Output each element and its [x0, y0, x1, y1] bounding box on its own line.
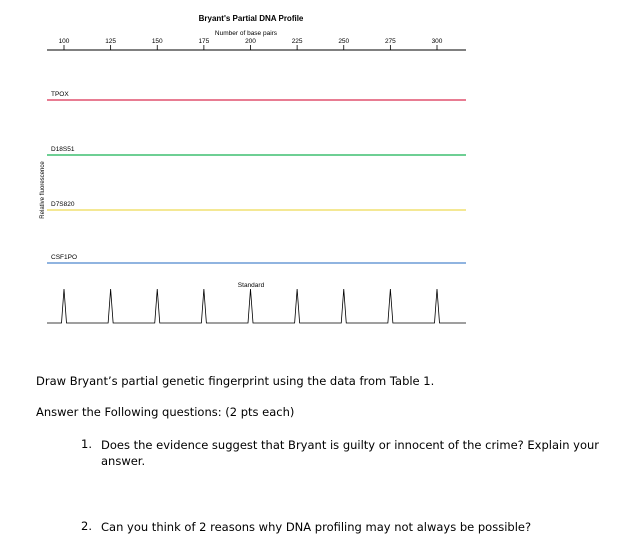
x-tick-label: 100 [58, 38, 70, 45]
question-1-text: Does the evidence suggest that Bryant is guilty or innocent of the crime? Explain your [101, 438, 600, 452]
question-1-number: 1. [81, 437, 92, 451]
x-tick-label: 150 [151, 38, 163, 45]
figure-title: Bryant's Partial DNA Profile [198, 14, 304, 23]
x-tick-label: 300 [431, 38, 443, 45]
standard-label: Standard [237, 282, 265, 289]
question-2-text: Can you think of 2 reasons why DNA profiling may not always be possible? [101, 520, 532, 534]
x-tick-label: 175 [198, 38, 210, 45]
x-tick-label: 250 [338, 38, 350, 45]
lanes [47, 91, 466, 263]
x-tick-label: 275 [384, 38, 396, 45]
lane-label: D18S51 [51, 146, 75, 153]
lane-label: CSF1PO [51, 254, 78, 261]
standard-trace [47, 289, 466, 323]
question-2-number: 2. [81, 519, 92, 533]
x-tick-label: 125 [105, 38, 117, 45]
standard-trace-line [47, 289, 466, 323]
x-axis-label: Number of base pairs [214, 30, 278, 37]
x-tick-label: 225 [291, 38, 303, 45]
x-axis-ticks [59, 38, 443, 50]
lane-label: D7S820 [51, 201, 75, 208]
answer-instruction: Answer the Following questions: (2 pts each) [36, 405, 295, 419]
y-axis-label: Relative fluorescence [40, 161, 46, 219]
draw-instruction: Draw Bryant’s partial genetic fingerprint using the data from Table 1. [36, 374, 435, 388]
x-tick-label: 200 [245, 38, 256, 45]
question-1-text-cont: answer. [101, 454, 146, 468]
lane-label: TPOX [51, 91, 69, 98]
